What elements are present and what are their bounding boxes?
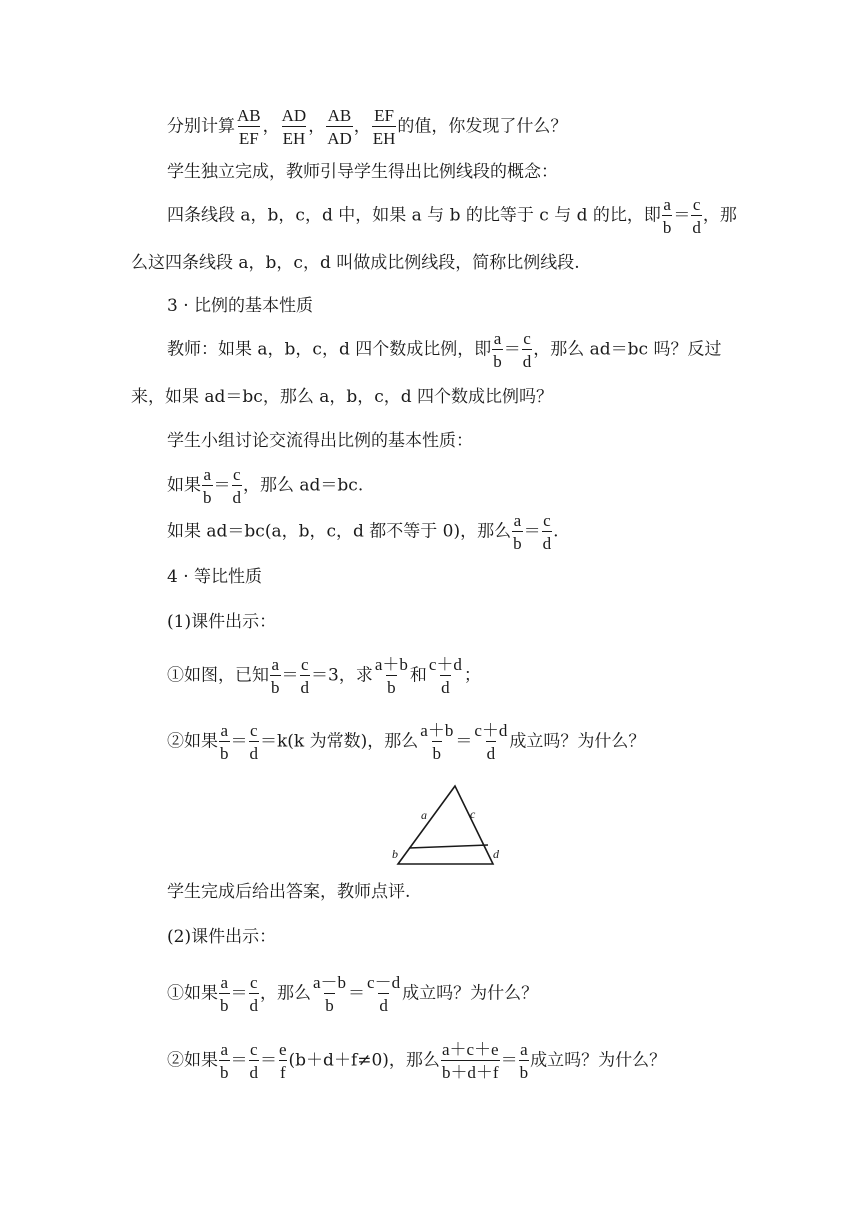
section-heading: 4 · 等比性质: [167, 567, 263, 587]
fraction-c-d: $\frac{c}{d}$: [232, 465, 241, 507]
teacher-question-line: 教师：如果 a，b，c，d 四个数成比例，即 $\frac{a}{b}$ ＝ $\frac{c}{d}$ ，那么 ad＝bc 吗？反过: [167, 329, 722, 371]
property-line: 如果 ad＝bc(a，b，c，d 都不等于 0)，那么 $\frac{a}{b}$ ＝ $\frac{c}{d}$ .: [167, 511, 559, 553]
parallel-segment: [409, 845, 488, 848]
fraction-ad-eh: $\frac{AD}{EH}$: [281, 106, 307, 148]
fraction-ef-eh: $\frac{EF}{EH}$: [372, 106, 396, 148]
exercise-line: ①如果 $\frac{a}{b}$ ＝ $\frac{c}{d}$ ，那么 $\frac{a-b}{b}$ ＝ $\frac{c-d}{d}$ 成立吗？为什么？: [167, 973, 539, 1015]
label-c: c: [470, 807, 476, 821]
fraction-a-b: $\frac{a}{b}$: [220, 1040, 229, 1082]
fraction-a-plus-b-over-b: $\frac{a+b}{b}$: [420, 721, 454, 763]
fraction-a-b: $\frac{a}{b}$: [662, 195, 672, 237]
fraction-c-d: $\frac{c}{d}$: [522, 329, 532, 371]
fraction-c-minus-d-over-d: $\frac{c-d}{d}$: [367, 973, 401, 1015]
paragraph-line: 来，如果 ad＝bc，那么 a，b，c，d 四个数成比例吗？: [131, 387, 554, 407]
property-line: 如果 $\frac{a}{b}$ ＝ $\frac{c}{d}$ ，那么 ad＝bc.: [167, 465, 364, 507]
fraction-a-b: $\frac{a}{b}$: [220, 973, 229, 1015]
fraction-c-d: $\frac{c}{d}$: [249, 1040, 258, 1082]
fraction-c-d: $\frac{c}{d}$: [249, 973, 258, 1015]
section-heading: 3 · 比例的基本性质: [167, 296, 314, 316]
fraction-a-b: $\frac{a}{b}$: [493, 329, 502, 371]
fraction-a-b: $\frac{a}{b}$: [220, 721, 229, 763]
compute-ratios-line: 分别计算 $\frac{AB}{EF}$ ， $\frac{AD}{EH}$ ， $\frac{AB}{AD}$ ， $\frac{EF}{EH}$ 的值，你发现了什么？: [167, 106, 568, 148]
fraction-a-plus-b-over-b: $\frac{a+b}{b}$: [374, 655, 408, 697]
fraction-c-plus-d-over-d: $\frac{c+d}{d}$: [474, 721, 508, 763]
fraction-ab-ef: $\frac{AB}{EF}$: [237, 106, 261, 148]
fraction-a-b: $\frac{a}{b}$: [203, 465, 212, 507]
fraction-a-minus-b-over-b: $\frac{a-b}{b}$: [313, 973, 347, 1015]
fraction-c-d: $\frac{c}{d}$: [542, 511, 552, 553]
fraction-c-d: $\frac{c}{d}$: [249, 721, 258, 763]
paragraph-line: (1)课件出示：: [167, 612, 277, 632]
fraction-e-f: $\frac{e}{f}$: [279, 1040, 287, 1082]
paragraph-line: (2)课件出示：: [167, 927, 277, 947]
paragraph-line: 学生完成后给出答案，教师点评.: [167, 882, 411, 902]
label-a: a: [421, 808, 427, 822]
triangle-figure: [390, 782, 510, 872]
fraction-sum-ratio: $\frac{a+c+e}{b+d+f}$: [441, 1040, 499, 1082]
definition-line: 四条线段 a，b，c，d 中，如果 a 与 b 的比等于 c 与 d 的比，即 $\frac{a}{b}$ ＝ $\frac{c}{d}$ ，那: [167, 195, 737, 237]
triangle-outline: [398, 786, 493, 864]
fraction-c-d: $\frac{c}{d}$: [692, 195, 701, 237]
exercise-line: ②如果 $\frac{a}{b}$ ＝ $\frac{c}{d}$ ＝ $\frac{e}{f}$ (b＋d＋f≠0)，那么 $\frac{a+c+e}{b+d+f}$ ＝ $\frac{a}{b}$ 成立吗？为什么？: [167, 1040, 667, 1082]
paragraph-line: 学生小组讨论交流得出比例的基本性质：: [167, 431, 473, 451]
label-b: b: [392, 847, 398, 861]
fraction-c-d: $\frac{c}{d}$: [300, 655, 309, 697]
paragraph-line: 么这四条线段 a，b，c，d 叫做成比例线段，简称比例线段.: [131, 253, 580, 273]
fraction-ab-ad: $\frac{AB}{AD}$: [327, 106, 352, 148]
text: 分别计算: [167, 116, 235, 137]
exercise-line: ①如图，已知 $\frac{a}{b}$ ＝ $\frac{c}{d}$ ＝3，求 $\frac{a+b}{b}$ 和 $\frac{c+d}{d}$ ；: [167, 655, 481, 697]
fraction-a-b: $\frac{a}{b}$: [513, 511, 522, 553]
fraction-a-b: $\frac{a}{b}$: [519, 1040, 529, 1082]
label-d: d: [493, 847, 499, 861]
fraction-c-plus-d-over-d: $\frac{c+d}{d}$: [428, 655, 462, 697]
fraction-a-b: $\frac{a}{b}$: [271, 655, 280, 697]
paragraph-line: 学生独立完成，教师引导学生得出比例线段的概念：: [167, 162, 558, 182]
exercise-line: ②如果 $\frac{a}{b}$ ＝ $\frac{c}{d}$ ＝k(k 为常数)，那么 $\frac{a+b}{b}$ ＝ $\frac{c+d}{d}$ 成立吗？为什么？: [167, 721, 646, 763]
